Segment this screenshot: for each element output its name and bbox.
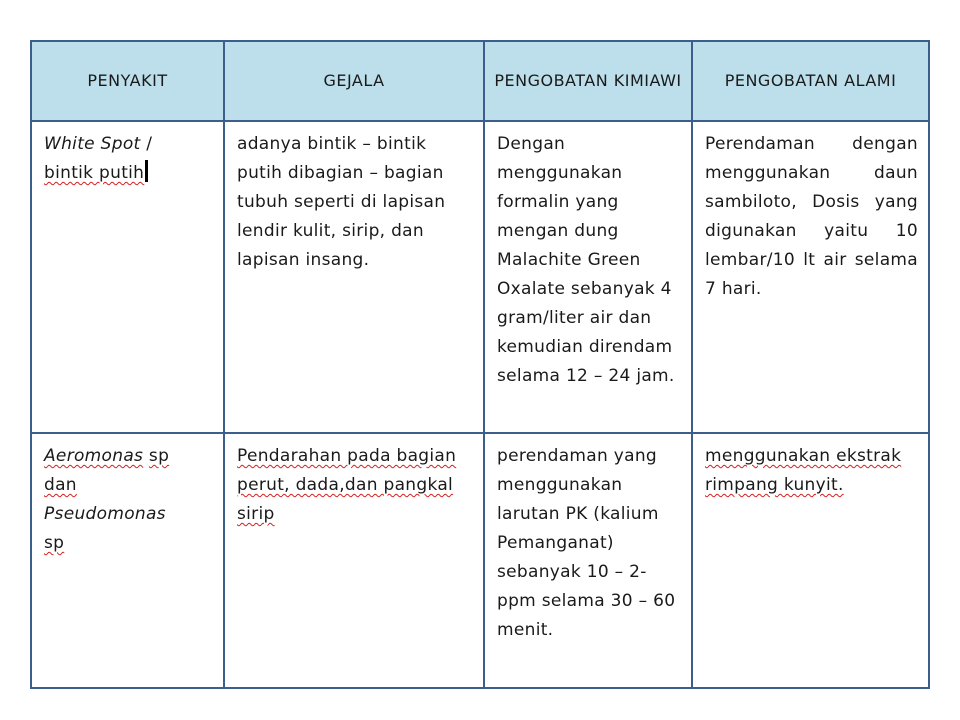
- symptom-cell[interactable]: [224, 433, 484, 688]
- table-row: [31, 433, 929, 688]
- table-row: [31, 121, 929, 433]
- symptom-cell[interactable]: [224, 121, 484, 433]
- natural-treatment-text: Perendaman dengan menggunakan daun sambiloto, Dosis yang digunakan yaitu 10 lembar/10 lt air selama 7 hari.: [705, 134, 918, 299]
- header-penyakit: PENYAKIT: [31, 41, 224, 121]
- disease-name-slash: /: [140, 134, 153, 154]
- chemical-treatment-text: Dengan menggunakan formalin yang mengan dung Malachite Green Oxalate sebanyak 4 gram/liter air dan kemudian direndam selama 12 – 24 jam.: [497, 134, 675, 386]
- natural-treatment-cell[interactable]: [692, 433, 929, 688]
- header-gejala: GEJALA: [224, 41, 484, 121]
- disease-name-italic: White Spot: [44, 134, 141, 154]
- symptom-text: adanya bintik – bintik putih dibagian – bagian tubuh seperti di lapisan lendir kulit, sirip, dan lapisan insang.: [237, 134, 446, 270]
- chemical-treatment-cell[interactable]: [484, 121, 692, 433]
- header-pengobatan-kimiawi: PENGOBATAN KIMIAWI: [484, 41, 692, 121]
- header-row: [31, 41, 929, 121]
- symptom-text: Pendarahan pada bagian perut, dada,dan pangkal sirip: [237, 446, 457, 524]
- text-cursor: [145, 160, 148, 182]
- disease-name-pseudomonas: Pseudomonas: [44, 504, 166, 524]
- chemical-treatment-text: perendaman yang menggunakan larutan PK (kalium Pemanganat) sebanyak 10 – 2-ppm selama 30 – 60 menit.: [497, 446, 676, 640]
- disease-treatment-table: [30, 40, 930, 689]
- chemical-treatment-cell[interactable]: [484, 433, 692, 688]
- natural-treatment-text: menggunakan ekstrak rimpang kunyit.: [705, 446, 902, 495]
- natural-treatment-cell[interactable]: [692, 121, 929, 433]
- disease-cell[interactable]: [31, 433, 224, 688]
- header-pengobatan-alami: PENGOBATAN ALAMI: [692, 41, 929, 121]
- disease-name-local: bintik putih: [44, 163, 145, 183]
- disease-cell[interactable]: [31, 121, 224, 433]
- disease-name-aeromonas: Aeromonas: [44, 446, 144, 466]
- species-abbrev: sp: [44, 533, 65, 553]
- species-abbrev: sp: [148, 446, 170, 466]
- conjunction: dan: [44, 475, 77, 495]
